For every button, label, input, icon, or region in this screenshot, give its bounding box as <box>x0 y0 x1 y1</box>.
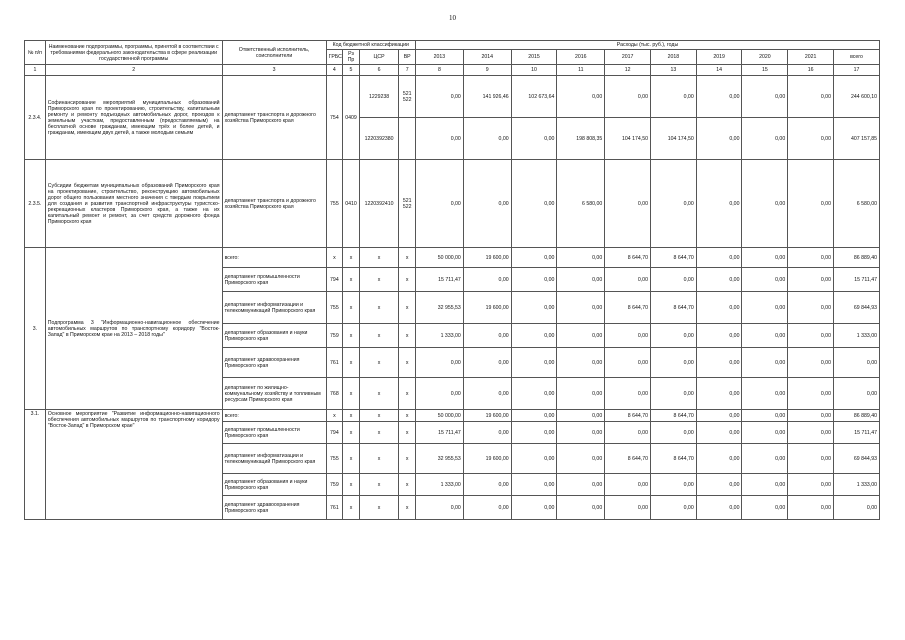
cell-value: 0,00 <box>742 292 788 324</box>
row-grbs: 794 <box>326 268 343 292</box>
row-executor: департамент информатизации и телекоммуникаций Приморского края <box>222 444 326 474</box>
column-number: 14 <box>696 65 742 76</box>
row-vr: x <box>399 268 416 292</box>
row-grbs: 768 <box>326 378 343 410</box>
row-grbs: 759 <box>326 474 343 496</box>
cell-value: 0,00 <box>742 474 788 496</box>
header-no: № п/п <box>25 41 46 65</box>
cell-total: 0,00 <box>833 348 879 378</box>
cell-value: 104 174,50 <box>605 118 651 160</box>
cell-total: 1 333,00 <box>833 324 879 348</box>
table-row <box>25 410 880 422</box>
column-number: 16 <box>788 65 834 76</box>
cell-value: 0,00 <box>511 496 557 520</box>
row-grbs: 761 <box>326 496 343 520</box>
cell-value: 0,00 <box>511 324 557 348</box>
cell-total: 407 157,85 <box>833 118 879 160</box>
column-number: 17 <box>833 65 879 76</box>
row-rzpr: 0409 <box>343 76 360 160</box>
row-rzpr: x <box>343 444 360 474</box>
cell-value: 0,00 <box>557 292 605 324</box>
cell-value: 0,00 <box>557 268 605 292</box>
row-csr: x <box>359 410 399 422</box>
cell-value: 0,00 <box>511 474 557 496</box>
cell-value: 8 644,70 <box>650 410 696 422</box>
cell-value: 0,00 <box>742 324 788 348</box>
row-grbs: 761 <box>326 348 343 378</box>
cell-value: 0,00 <box>557 248 605 268</box>
cell-value: 50 000,00 <box>415 248 463 268</box>
cell-total: 0,00 <box>833 378 879 410</box>
cell-value: 0,00 <box>605 348 651 378</box>
cell-value: 0,00 <box>650 422 696 444</box>
row-executor: департамент образования и науки Приморского края <box>222 324 326 348</box>
cell-value: 8 644,70 <box>605 248 651 268</box>
row-rzpr: x <box>343 496 360 520</box>
row-vr: x <box>399 378 416 410</box>
cell-value: 0,00 <box>696 268 742 292</box>
row-number: 2.3.4. <box>25 76 46 160</box>
cell-value: 104 174,50 <box>650 118 696 160</box>
row-grbs: 755 <box>326 444 343 474</box>
cell-value: 19 600,00 <box>463 248 511 268</box>
cell-value: 0,00 <box>788 474 834 496</box>
row-name: Софинансирование мероприятий муниципальных образований Приморского края по проектированию, строительству, капитальным ремонту и ремонту подъездных автомобильных дорог, проездов к земельным участкам, предоставленным (предоставляемым) на бесплатной основе гражданам, имеющим трёх и более детей, и гражданам, имеющим двух детей, а также молодым семьям <box>45 76 222 160</box>
cell-value: 15 711,47 <box>415 268 463 292</box>
row-executor: департамент транспорта и дорожного хозяйства Приморского края <box>222 160 326 248</box>
cell-value: 0,00 <box>557 422 605 444</box>
row-grbs: 755 <box>326 160 343 248</box>
cell-value: 0,00 <box>463 348 511 378</box>
row-grbs: x <box>326 248 343 268</box>
row-csr: x <box>359 474 399 496</box>
cell-value: 198 808,35 <box>557 118 605 160</box>
cell-value: 0,00 <box>742 118 788 160</box>
row-csr: x <box>359 292 399 324</box>
row-rzpr: x <box>343 268 360 292</box>
table-row <box>25 76 880 118</box>
header-year: 2020 <box>742 50 788 65</box>
row-csr: x <box>359 324 399 348</box>
row-csr: x <box>359 348 399 378</box>
header-year: 2021 <box>788 50 834 65</box>
row-csr: x <box>359 268 399 292</box>
cell-value: 0,00 <box>415 378 463 410</box>
row-rzpr: x <box>343 324 360 348</box>
cell-value: 0,00 <box>788 496 834 520</box>
header-year: 2013 <box>415 50 463 65</box>
cell-value: 50 000,00 <box>415 410 463 422</box>
column-number: 2 <box>45 65 222 76</box>
cell-value: 0,00 <box>788 378 834 410</box>
cell-total: 86 889,40 <box>833 410 879 422</box>
cell-value: 0,00 <box>605 268 651 292</box>
cell-value: 0,00 <box>696 324 742 348</box>
row-vr: x <box>399 422 416 444</box>
cell-value: 8 644,70 <box>650 292 696 324</box>
cell-value: 32 955,53 <box>415 444 463 474</box>
row-csr: x <box>359 496 399 520</box>
column-number: 1 <box>25 65 46 76</box>
table-row <box>25 248 880 268</box>
row-name: Субсидии бюджетам муниципальных образований Приморского края на проектирование, строительство, реконструкцию автомобильных дорог общего пользования местного значения с твердым покрытием для создания и развития транспортной инфраструктуры туристско-рекреационных кластеров Приморского края, а также на их капитальный ремонт и ремонт, за счет средств дорожного фонда Приморского края <box>45 160 222 248</box>
cell-value: 0,00 <box>511 118 557 160</box>
cell-value: 0,00 <box>511 410 557 422</box>
cell-value: 0,00 <box>511 248 557 268</box>
column-number: 4 <box>326 65 343 76</box>
cell-value: 0,00 <box>463 160 511 248</box>
cell-value: 0,00 <box>557 378 605 410</box>
cell-value: 0,00 <box>742 268 788 292</box>
cell-value: 8 644,70 <box>650 248 696 268</box>
cell-total: 86 889,40 <box>833 248 879 268</box>
cell-value: 0,00 <box>650 324 696 348</box>
header-total: всего <box>833 50 879 65</box>
row-grbs: 794 <box>326 422 343 444</box>
cell-value: 0,00 <box>788 324 834 348</box>
row-executor: департамент информатизации и телекоммуникаций Приморского края <box>222 292 326 324</box>
cell-value: 0,00 <box>557 410 605 422</box>
header-rzpr: Рз Пр <box>343 50 360 65</box>
header-budget-code: Код бюджетной классификации <box>326 41 415 50</box>
row-vr: x <box>399 292 416 324</box>
cell-value: 0,00 <box>557 444 605 474</box>
cell-value: 8 644,70 <box>605 410 651 422</box>
cell-value: 0,00 <box>742 422 788 444</box>
cell-value: 1 333,00 <box>415 474 463 496</box>
column-number: 12 <box>605 65 651 76</box>
cell-value: 0,00 <box>650 378 696 410</box>
row-executor: департамент по жилищно-коммунальному хозяйству и топливным ресурсам Приморского края <box>222 378 326 410</box>
cell-total: 1 333,00 <box>833 474 879 496</box>
header-csr: ЦСР <box>359 50 399 65</box>
cell-value: 19 600,00 <box>463 410 511 422</box>
cell-value: 0,00 <box>463 118 511 160</box>
cell-value: 0,00 <box>788 268 834 292</box>
cell-value: 0,00 <box>696 160 742 248</box>
cell-value: 0,00 <box>742 248 788 268</box>
cell-total: 15 711,47 <box>833 422 879 444</box>
row-csr: x <box>359 248 399 268</box>
row-number: 3. <box>25 248 46 410</box>
cell-value: 0,00 <box>696 76 742 118</box>
cell-total: 244 600,10 <box>833 76 879 118</box>
row-executor: департамент здравоохранения Приморского края <box>222 496 326 520</box>
row-rzpr: x <box>343 292 360 324</box>
cell-value: 0,00 <box>463 324 511 348</box>
cell-value: 0,00 <box>511 268 557 292</box>
cell-value: 0,00 <box>742 496 788 520</box>
header-year: 2015 <box>511 50 557 65</box>
header-year: 2019 <box>696 50 742 65</box>
cell-value: 1 333,00 <box>415 324 463 348</box>
row-vr: x <box>399 496 416 520</box>
row-vr: 521 522 <box>399 160 416 248</box>
cell-value: 8 644,70 <box>650 444 696 474</box>
cell-value: 0,00 <box>696 444 742 474</box>
cell-value: 0,00 <box>557 348 605 378</box>
cell-value: 0,00 <box>557 496 605 520</box>
row-executor: департамент здравоохранения Приморского края <box>222 348 326 378</box>
cell-value: 0,00 <box>415 118 463 160</box>
cell-value: 0,00 <box>650 496 696 520</box>
cell-value: 6 580,00 <box>557 160 605 248</box>
cell-value: 0,00 <box>650 76 696 118</box>
column-number: 7 <box>399 65 416 76</box>
cell-value: 0,00 <box>511 348 557 378</box>
cell-value: 19 600,00 <box>463 444 511 474</box>
column-number: 13 <box>650 65 696 76</box>
row-rzpr: x <box>343 410 360 422</box>
header-year: 2017 <box>605 50 651 65</box>
cell-value: 0,00 <box>650 160 696 248</box>
row-vr: x <box>399 444 416 474</box>
cell-value: 0,00 <box>696 378 742 410</box>
cell-value: 15 711,47 <box>415 422 463 444</box>
row-grbs: 759 <box>326 324 343 348</box>
cell-value: 0,00 <box>557 76 605 118</box>
row-number: 3.1. <box>25 410 46 520</box>
row-grbs: 754 <box>326 76 343 160</box>
cell-value: 0,00 <box>788 410 834 422</box>
cell-value: 0,00 <box>511 422 557 444</box>
cell-value: 0,00 <box>742 76 788 118</box>
row-executor: всего: <box>222 248 326 268</box>
column-number: 15 <box>742 65 788 76</box>
row-executor: департамент промышленности Приморского края <box>222 268 326 292</box>
column-number: 5 <box>343 65 360 76</box>
cell-value: 0,00 <box>605 76 651 118</box>
cell-value: 0,00 <box>696 118 742 160</box>
cell-value: 0,00 <box>605 378 651 410</box>
cell-total: 0,00 <box>833 496 879 520</box>
row-csr: x <box>359 378 399 410</box>
column-number: 8 <box>415 65 463 76</box>
header-executor: Ответственный исполнитель, соисполнители <box>222 41 326 65</box>
cell-value: 0,00 <box>788 444 834 474</box>
cell-value: 0,00 <box>605 496 651 520</box>
cell-value: 0,00 <box>742 160 788 248</box>
cell-value: 0,00 <box>511 160 557 248</box>
cell-value: 8 644,70 <box>605 444 651 474</box>
cell-value: 0,00 <box>511 378 557 410</box>
cell-value: 141 926,46 <box>463 76 511 118</box>
column-numbers-row <box>25 65 880 76</box>
cell-total: 69 844,93 <box>833 292 879 324</box>
row-rzpr: 0410 <box>343 160 360 248</box>
row-csr: 1220392410 <box>359 160 399 248</box>
cell-value: 0,00 <box>415 160 463 248</box>
cell-value: 102 673,64 <box>511 76 557 118</box>
column-number: 6 <box>359 65 399 76</box>
row-vr: 521 522 <box>399 76 416 118</box>
row-rzpr: x <box>343 348 360 378</box>
cell-value: 0,00 <box>788 160 834 248</box>
cell-value: 0,00 <box>788 292 834 324</box>
cell-value: 0,00 <box>650 268 696 292</box>
row-csr: x <box>359 444 399 474</box>
row-rzpr: x <box>343 422 360 444</box>
row-csr: 1220392380 <box>359 118 399 160</box>
cell-value: 0,00 <box>463 474 511 496</box>
cell-value: 0,00 <box>463 422 511 444</box>
cell-total: 15 711,47 <box>833 268 879 292</box>
column-number: 3 <box>222 65 326 76</box>
cell-value: 0,00 <box>788 348 834 378</box>
cell-value: 0,00 <box>605 422 651 444</box>
row-vr: x <box>399 324 416 348</box>
column-number: 11 <box>557 65 605 76</box>
cell-value: 0,00 <box>742 410 788 422</box>
column-number: 9 <box>463 65 511 76</box>
cell-value: 0,00 <box>415 348 463 378</box>
row-executor: департамент промышленности Приморского края <box>222 422 326 444</box>
header-vr: ВР <box>399 50 416 65</box>
cell-value: 19 600,00 <box>463 292 511 324</box>
cell-value: 0,00 <box>696 422 742 444</box>
header-name: Наименование подпрограммы, программы, принятой в соответствии с требованиями федерального законодательства в сфере реализации государственной программы <box>45 41 222 65</box>
row-vr: x <box>399 248 416 268</box>
row-name: Подпрограмма 3 "Информационно-навигационное обеспечение автомобильных маршрутов по транспортному коридору "Восток-Запад" в Приморском крае на 2013 – 2018 годы" <box>45 248 222 410</box>
cell-value: 0,00 <box>415 76 463 118</box>
row-number: 2.3.5. <box>25 160 46 248</box>
cell-value: 0,00 <box>788 422 834 444</box>
header-row-1 <box>25 41 880 50</box>
cell-value: 0,00 <box>696 248 742 268</box>
cell-value: 0,00 <box>415 496 463 520</box>
header-year: 2016 <box>557 50 605 65</box>
column-number: 10 <box>511 65 557 76</box>
row-name: Основное мероприятие "Развитие информационно-навигационного обеспечения автомобильных маршрутов по транспортному коридору "Восток-Запад" в Приморском крае" <box>45 410 222 520</box>
cell-value: 0,00 <box>557 324 605 348</box>
cell-value: 0,00 <box>557 474 605 496</box>
cell-value: 0,00 <box>788 248 834 268</box>
row-csr: 1229238 <box>359 76 399 118</box>
cell-value: 0,00 <box>696 496 742 520</box>
row-executor: всего: <box>222 410 326 422</box>
row-csr: x <box>359 422 399 444</box>
row-rzpr: x <box>343 248 360 268</box>
cell-value: 0,00 <box>696 348 742 378</box>
header-grbs: ГРБС <box>326 50 343 65</box>
cell-value: 0,00 <box>605 160 651 248</box>
header-year: 2014 <box>463 50 511 65</box>
cell-value: 0,00 <box>463 268 511 292</box>
row-vr <box>399 118 416 160</box>
table-row <box>25 160 880 248</box>
row-grbs: 755 <box>326 292 343 324</box>
cell-value: 0,00 <box>742 348 788 378</box>
cell-value: 0,00 <box>788 118 834 160</box>
cell-value: 0,00 <box>650 348 696 378</box>
cell-value: 0,00 <box>511 444 557 474</box>
cell-value: 0,00 <box>605 474 651 496</box>
cell-value: 0,00 <box>463 378 511 410</box>
cell-total: 6 580,00 <box>833 160 879 248</box>
cell-value: 0,00 <box>696 410 742 422</box>
row-rzpr: x <box>343 474 360 496</box>
row-executor: департамент образования и науки Приморского края <box>222 474 326 496</box>
header-expenses: Расходы (тыс. руб.), годы <box>415 41 879 50</box>
row-vr: x <box>399 474 416 496</box>
cell-value: 32 955,53 <box>415 292 463 324</box>
cell-value: 0,00 <box>696 292 742 324</box>
budget-table <box>24 40 880 520</box>
cell-value: 0,00 <box>788 76 834 118</box>
cell-value: 0,00 <box>511 292 557 324</box>
row-rzpr: x <box>343 378 360 410</box>
cell-value: 0,00 <box>650 474 696 496</box>
header-year: 2018 <box>650 50 696 65</box>
cell-value: 0,00 <box>605 324 651 348</box>
row-executor: департамент транспорта и дорожного хозяйства Приморского края <box>222 76 326 160</box>
cell-value: 0,00 <box>742 444 788 474</box>
cell-value: 0,00 <box>742 378 788 410</box>
row-grbs: x <box>326 410 343 422</box>
cell-total: 69 844,93 <box>833 444 879 474</box>
row-vr: x <box>399 410 416 422</box>
cell-value: 0,00 <box>696 474 742 496</box>
cell-value: 8 644,70 <box>605 292 651 324</box>
row-vr: x <box>399 348 416 378</box>
cell-value: 0,00 <box>463 496 511 520</box>
page-number: 10 <box>449 14 456 22</box>
